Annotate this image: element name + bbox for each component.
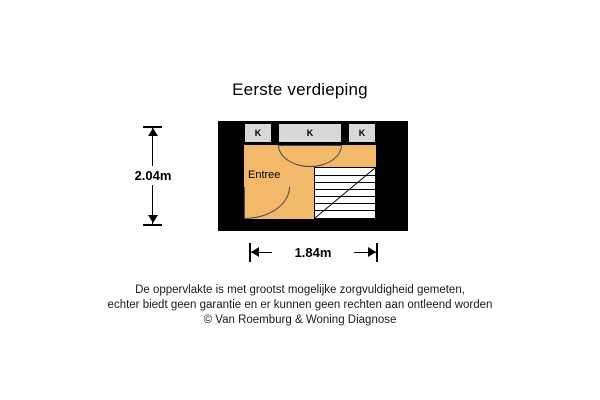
room-label-entree: Entree [248,169,281,181]
dimension-vertical-arrow-down [148,215,158,223]
disclaimer-line-1: De oppervlakte is met grootst mogelijke zorgvuldigheid gemeten, [135,284,465,296]
floorplan-drawing [218,121,408,231]
entrance-door-leaf [244,187,245,219]
disclaimer-line-2: echter biedt geen garantie en er kunnen geen rechten aan ontleend worden [107,299,493,311]
staircase [314,167,376,219]
dimension-vertical-arrow-up [148,128,158,136]
dimension-horizontal-arrow-right [368,247,376,257]
disclaimer-line-3: © Van Roemburg & Woning Diagnose [203,314,397,326]
closet-center: K [278,123,342,143]
dimension-vertical-label: 2.04m [118,166,188,185]
dimension-horizontal-label: 1.84m [272,244,354,261]
dimension-horizontal-arrow-left [251,247,259,257]
closet-left: K [244,123,272,143]
staircase-direction-line [315,168,375,218]
disclaimer [0,283,600,328]
closet-right: K [348,123,376,143]
page-title: Eerste verdieping [232,80,368,99]
